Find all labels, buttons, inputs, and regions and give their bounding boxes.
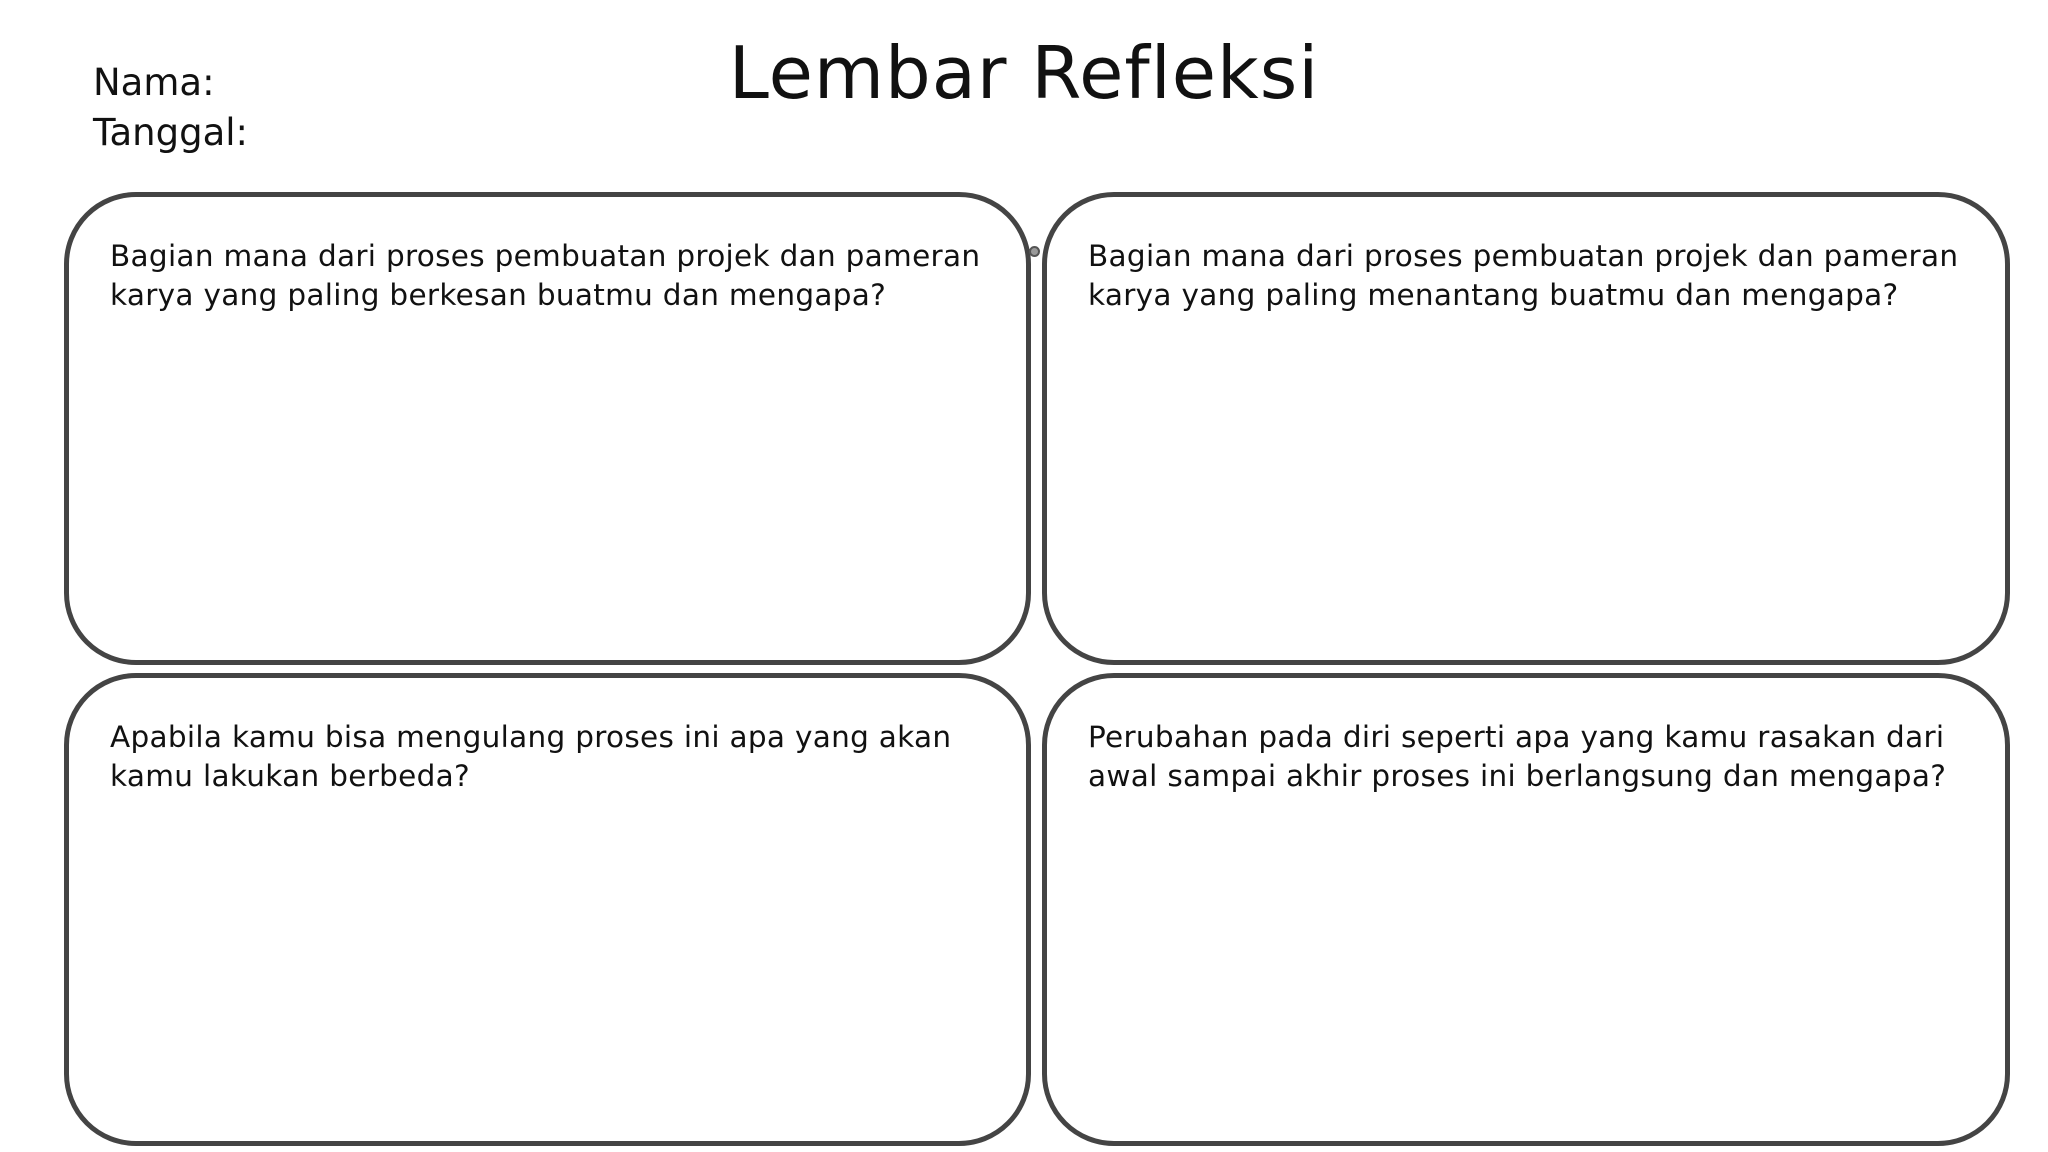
date-label: Tanggal: bbox=[93, 111, 248, 154]
question-text: Bagian mana dari proses pembuatan projek dan pameran karya yang paling berkesan buatmu dan mengapa? bbox=[110, 239, 981, 312]
question-text: Bagian mana dari proses pembuatan projek dan pameran karya yang paling menantang buatmu dan mengapa? bbox=[1088, 239, 1959, 312]
reflection-card-do-differently[interactable] bbox=[64, 673, 1031, 1146]
question-text: Apabila kamu bisa mengulang proses ini apa yang akan kamu lakukan berbeda? bbox=[110, 720, 952, 793]
page-title: Lembar Refleksi bbox=[728, 31, 1320, 115]
question-text: Perubahan pada diri seperti apa yang kamu rasakan dari awal sampai akhir proses ini berlangsung dan mengapa? bbox=[1088, 720, 1947, 793]
reflection-card-most-challenging[interactable] bbox=[1042, 192, 2010, 665]
reflection-card-personal-change[interactable] bbox=[1042, 673, 2010, 1146]
reflection-card-most-memorable[interactable] bbox=[64, 192, 1031, 665]
name-label: Nama: bbox=[93, 61, 215, 104]
connector-dot bbox=[1029, 246, 1040, 257]
